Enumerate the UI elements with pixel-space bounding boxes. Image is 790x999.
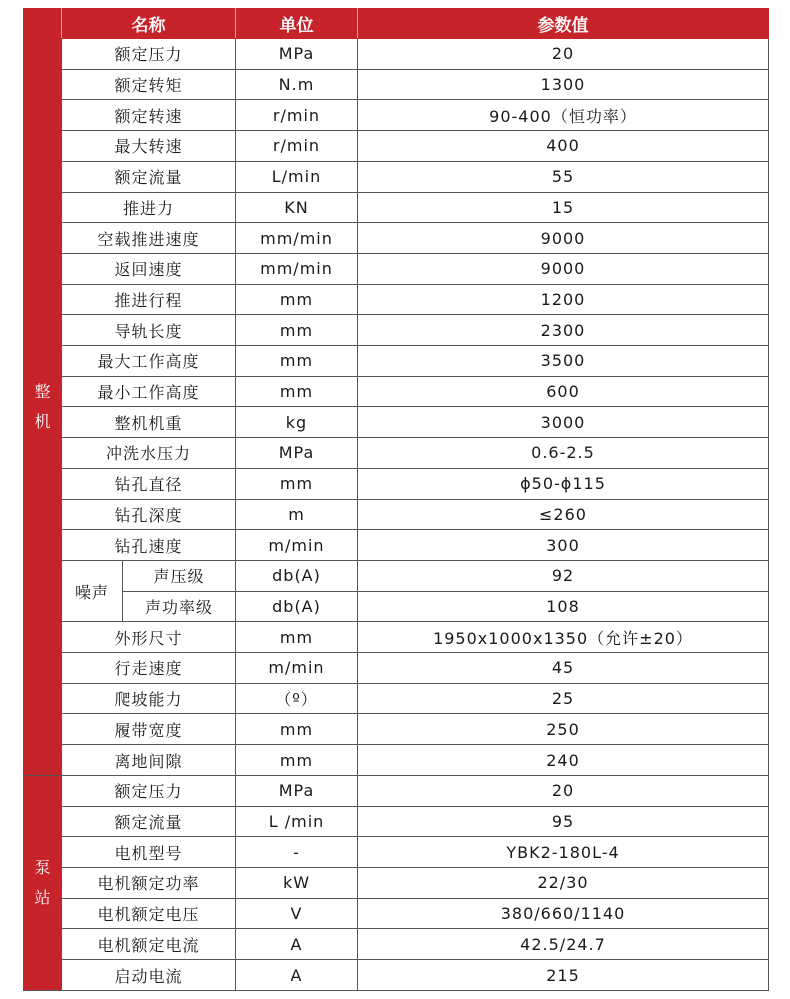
group-char: 机 <box>34 411 51 431</box>
table-row <box>24 806 769 837</box>
table-row <box>24 898 769 929</box>
param-value: 9000 <box>358 253 769 284</box>
table-row <box>24 714 769 745</box>
param-unit: db(A) <box>236 591 358 622</box>
param-name: 额定压力 <box>62 775 236 806</box>
param-value: 108 <box>358 591 769 622</box>
header-unit: 单位 <box>236 9 358 39</box>
param-unit: A <box>236 960 358 991</box>
param-name: 推进行程 <box>62 284 236 315</box>
param-unit: （º） <box>236 683 358 714</box>
group-char: 整 <box>34 381 51 401</box>
header-row <box>24 9 769 39</box>
table-row <box>24 69 769 100</box>
param-unit: mm <box>236 468 358 499</box>
param-name: 行走速度 <box>62 653 236 684</box>
param-value: 600 <box>358 376 769 407</box>
table-row <box>24 653 769 684</box>
param-name: 额定转速 <box>62 100 236 131</box>
param-name: 履带宽度 <box>62 714 236 745</box>
param-value: 300 <box>358 530 769 561</box>
param-name: 最大工作高度 <box>62 346 236 377</box>
table-row <box>24 438 769 469</box>
param-unit: mm <box>236 745 358 776</box>
param-value: 240 <box>358 745 769 776</box>
param-unit: mm <box>236 284 358 315</box>
param-name: 电机额定电流 <box>62 929 236 960</box>
param-name: 声压级 <box>123 560 236 591</box>
param-unit: m <box>236 499 358 530</box>
header-value: 参数值 <box>358 9 769 39</box>
param-name: 钻孔深度 <box>62 499 236 530</box>
table-row <box>24 192 769 223</box>
noise-label: 噪声 <box>62 560 123 621</box>
param-unit: V <box>236 898 358 929</box>
param-unit: mm <box>236 315 358 346</box>
param-unit: mm <box>236 622 358 653</box>
spec-table <box>23 8 769 991</box>
param-name: 额定流量 <box>62 161 236 192</box>
table-row <box>24 837 769 868</box>
table-row <box>24 161 769 192</box>
param-name: 钻孔速度 <box>62 530 236 561</box>
table-row <box>24 407 769 438</box>
param-name: 额定转矩 <box>62 69 236 100</box>
param-unit: MPa <box>236 438 358 469</box>
header-blank <box>24 9 62 39</box>
param-value: 45 <box>358 653 769 684</box>
param-unit: mm <box>236 714 358 745</box>
param-unit: N.m <box>236 69 358 100</box>
param-value: 2300 <box>358 315 769 346</box>
param-value: 20 <box>358 775 769 806</box>
param-unit: r/min <box>236 131 358 162</box>
table-row <box>24 376 769 407</box>
group-char: 泵 <box>34 857 51 877</box>
param-unit: m/min <box>236 530 358 561</box>
table-row <box>24 530 769 561</box>
param-value: 250 <box>358 714 769 745</box>
param-name: 最小工作高度 <box>62 376 236 407</box>
param-value: 9000 <box>358 223 769 254</box>
param-unit: KN <box>236 192 358 223</box>
param-name: 钻孔直径 <box>62 468 236 499</box>
group-label-machine <box>24 39 62 776</box>
param-value: 215 <box>358 960 769 991</box>
param-unit: - <box>236 837 358 868</box>
param-value: 15 <box>358 192 769 223</box>
param-name: 启动电流 <box>62 960 236 991</box>
param-name: 整机机重 <box>62 407 236 438</box>
param-name: 冲洗水压力 <box>62 438 236 469</box>
param-value: 1950x1000x1350（允许±20） <box>358 622 769 653</box>
table-row <box>24 223 769 254</box>
param-unit: m/min <box>236 653 358 684</box>
table-row <box>24 591 769 622</box>
param-name: 电机额定电压 <box>62 898 236 929</box>
param-value: 1200 <box>358 284 769 315</box>
param-name: 返回速度 <box>62 253 236 284</box>
param-unit: mm/min <box>236 253 358 284</box>
param-unit: MPa <box>236 775 358 806</box>
param-value: 42.5/24.7 <box>358 929 769 960</box>
param-value: 1300 <box>358 69 769 100</box>
table-row <box>24 867 769 898</box>
table-row <box>24 346 769 377</box>
table-row <box>24 315 769 346</box>
param-unit: MPa <box>236 39 358 70</box>
param-value: 95 <box>358 806 769 837</box>
table-row <box>24 499 769 530</box>
table-row <box>24 253 769 284</box>
param-name: 导轨长度 <box>62 315 236 346</box>
header-name: 名称 <box>62 9 236 39</box>
param-unit: mm/min <box>236 223 358 254</box>
table-row <box>24 560 769 591</box>
param-unit: db(A) <box>236 560 358 591</box>
param-unit: A <box>236 929 358 960</box>
param-name: 空载推进速度 <box>62 223 236 254</box>
param-unit: r/min <box>236 100 358 131</box>
table-row <box>24 284 769 315</box>
table-row <box>24 929 769 960</box>
param-value: 380/660/1140 <box>358 898 769 929</box>
param-value: 400 <box>358 131 769 162</box>
param-unit: L /min <box>236 806 358 837</box>
param-value: 22/30 <box>358 867 769 898</box>
param-value: 3500 <box>358 346 769 377</box>
param-name: 额定压力 <box>62 39 236 70</box>
param-value: YBK2-180L-4 <box>358 837 769 868</box>
param-value: 90-400（恒功率） <box>358 100 769 131</box>
param-name: 声功率级 <box>123 591 236 622</box>
param-unit: mm <box>236 346 358 377</box>
param-unit: mm <box>236 376 358 407</box>
param-value: 55 <box>358 161 769 192</box>
param-value: ϕ50-ϕ115 <box>358 468 769 499</box>
param-name: 额定流量 <box>62 806 236 837</box>
table-row <box>24 468 769 499</box>
table-row <box>24 960 769 991</box>
param-value: 25 <box>358 683 769 714</box>
param-name: 外形尺寸 <box>62 622 236 653</box>
param-value: ≤260 <box>358 499 769 530</box>
group-label-pump <box>24 775 62 990</box>
param-name: 离地间隙 <box>62 745 236 776</box>
table-row <box>24 100 769 131</box>
param-value: 20 <box>358 39 769 70</box>
param-value: 3000 <box>358 407 769 438</box>
param-value: 0.6-2.5 <box>358 438 769 469</box>
param-unit: kg <box>236 407 358 438</box>
table-row <box>24 39 769 70</box>
param-name: 电机额定功率 <box>62 867 236 898</box>
param-name: 推进力 <box>62 192 236 223</box>
spec-table-body <box>24 39 769 991</box>
group-char: 站 <box>34 887 51 907</box>
param-value: 92 <box>358 560 769 591</box>
param-name: 电机型号 <box>62 837 236 868</box>
param-unit: L/min <box>236 161 358 192</box>
table-row <box>24 775 769 806</box>
param-name: 最大转速 <box>62 131 236 162</box>
table-row <box>24 683 769 714</box>
param-unit: kW <box>236 867 358 898</box>
table-row <box>24 745 769 776</box>
param-name: 爬坡能力 <box>62 683 236 714</box>
table-row <box>24 131 769 162</box>
table-row <box>24 622 769 653</box>
